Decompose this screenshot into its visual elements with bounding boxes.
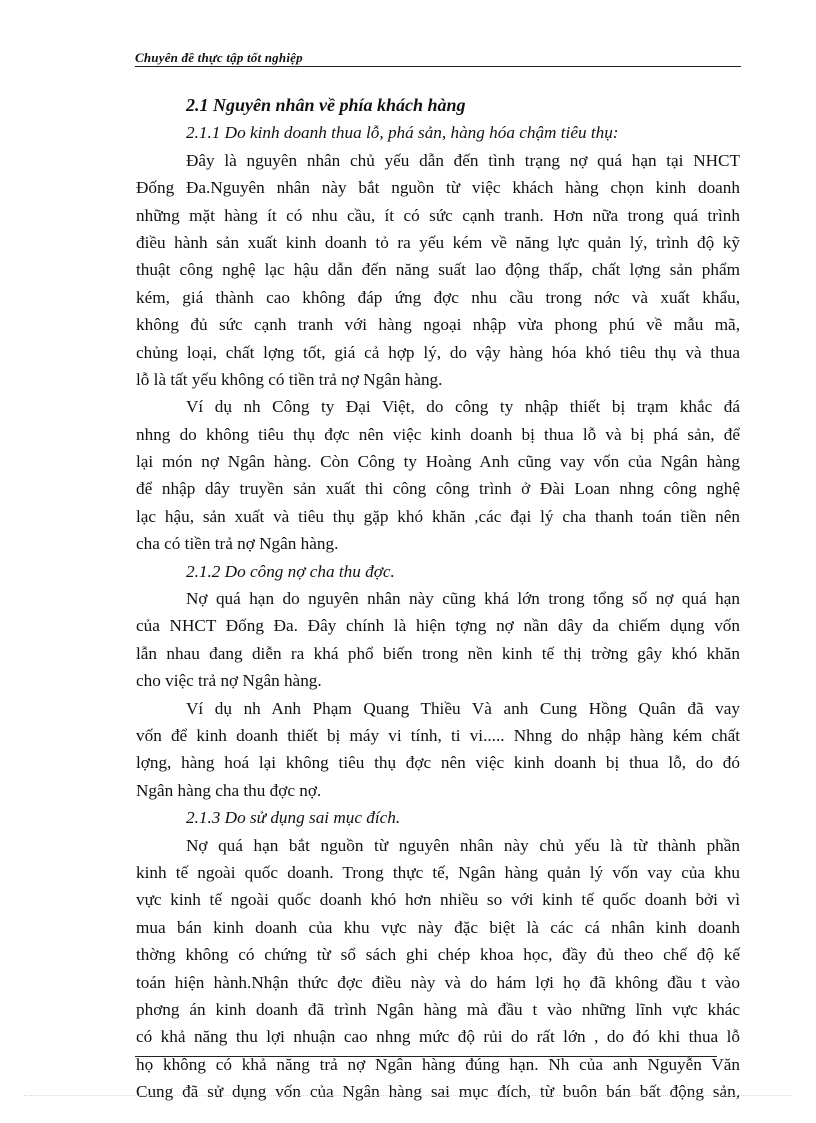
text-line: thuật công nghệ lạc hậu dẫn đến năng suất lao động thấp, chất lợng sản phẩm (136, 260, 740, 280)
text-line: có khả năng thu lợi nhuận cao nhng mức độ rủi do rất lớn , do đó khi thua lỗ (136, 1027, 740, 1047)
text-line: của NHCT Đống Đa. Đây chính là hiện tợng nợ nần dây da chiếm dụng vốn (136, 616, 740, 636)
paragraph-1 (136, 147, 740, 394)
text-line: lẫn nhau đang diễn ra khá phổ biến trong nền kinh tế thị trờng gây khó khăn (136, 643, 740, 663)
text-line: Ví dụ nh Anh Phạm Quang Thiều Và anh Cung Hồng Quân đã vay (186, 698, 740, 718)
text-line: lạc hậu, sản xuất và tiêu thụ gặp khó khăn ,các đại lý cha thanh toán tiền nên (136, 506, 740, 526)
text-line: Đống Đa.Nguyên nhân này bắt nguồn từ việc khách hàng chọn kinh doanh (136, 178, 740, 198)
paragraph-5 (136, 832, 740, 1106)
text-line: kinh tế ngoài quốc doanh. Trong thực tế, Ngân hàng quản lý vốn vay của khu (136, 862, 740, 882)
text-line: chủng loại, chất lợng tốt, giá cả hợp lý, do vậy hàng hóa khó tiêu thụ và thua (136, 342, 740, 362)
page-header (135, 48, 741, 67)
paragraph-3 (136, 585, 740, 695)
text-line: thờng không có chứng từ sổ sách ghi chép khoa học, đầy đủ theo chế độ kế (136, 945, 740, 965)
paragraph-2 (136, 393, 740, 557)
text-line: Nợ quá hạn do nguyên nhân này cũng khá lớn trong tổng số nợ quá hạn (186, 589, 740, 609)
paragraph-4 (136, 695, 740, 805)
text-line: Cung đã sử dụng vốn của Ngân hàng sai mục đích, từ buôn bán bất động sản, (136, 1082, 740, 1102)
page-bottom-dotted-edge (24, 1095, 792, 1096)
text-line: không đủ sức cạnh tranh với hàng ngoại nhập vừa phong phú về mẫu mã, (136, 315, 740, 335)
text-line: điều hành sản xuất kinh doanh tỏ ra yếu kém về năng lực quản lý, trình độ kỹ (136, 232, 740, 252)
text-line: cha có tiền trả nợ Ngân hàng. (136, 534, 339, 554)
text-line: vốn để kinh doanh thiết bị máy vi tính, ti vi..... Nhng do nhập hàng kém chất (136, 725, 740, 745)
footer-rule (135, 1056, 717, 1057)
subsection-title-2-1-3: 2.1.3 Do sử dụng sai mục đích. (186, 808, 401, 828)
header-title: Chuyên đề thực tập tốt nghiệp (135, 50, 303, 65)
text-line: lại món nợ Ngân hàng. Còn Công ty Hoàng Anh cũng vay vốn của Ngân hàng (136, 452, 740, 472)
text-line: lỗ là tất yếu không có tiền trả nợ Ngân hàng. (136, 369, 443, 389)
text-line: cho việc trả nợ Ngân hàng. (136, 671, 322, 691)
text-line: kém, giá thành cao không đáp ứng đợc nhu cầu trong nớc và xuất khẩu, (136, 287, 740, 307)
text-line: vực kinh tế ngoài quốc doanh khó hơn nhiều so với kinh tế quốc doanh bởi vì (136, 890, 740, 910)
text-line: Ví dụ nh Công ty Đại Việt, do công ty nhập thiết bị trạm khắc đá (186, 397, 740, 417)
subsection-title-2-1-1: 2.1.1 Do kinh doanh thua lỗ, phá sản, hàng hóa chậm tiêu thụ: (186, 123, 619, 143)
subsection-title-2-1-2: 2.1.2 Do công nợ cha thu đợc. (186, 561, 395, 581)
text-line: những mặt hàng ít có nhu cầu, ít có sức cạnh tranh. Hơn nữa trong quá trình (136, 205, 740, 225)
text-line: lợng, hàng hoá lại không tiêu thụ đợc nên việc kinh doanh bị thua lỗ, do đó (136, 753, 740, 773)
text-line: họ không có khả năng trả nợ Ngân hàng đúng hạn. Nh của anh Nguyễn Văn (136, 1054, 740, 1074)
text-line: Ngân hàng cha thu đợc nợ. (136, 780, 322, 800)
text-line: mua bán kinh doanh của khu vực này đặc biệt là các cá nhân kinh doanh (136, 917, 740, 937)
text-line: phơng án kinh doanh đã trình Ngân hàng mà đầu t vào những lĩnh vực khác (136, 999, 740, 1019)
text-line: Nợ quá hạn bắt nguồn từ nguyên nhân này chủ yếu là từ thành phần (186, 835, 740, 855)
text-line: toán hiện hành.Nhận thức đợc điều này và do hám lợi họ đã không đầu t vào (136, 972, 740, 992)
text-line: Đây là nguyên nhân chủ yếu dẫn đến tình trạng nợ quá hạn tại NHCT (186, 150, 740, 170)
text-line: nhng do không tiêu thụ đợc nên việc kinh doanh bị thua lỗ và bị phá sản, để (136, 424, 740, 444)
text-line: để nhập dây truyền sản xuất thi công công trình ở Đài Loan nhng công nghệ (136, 479, 740, 499)
section-title: 2.1 Nguyên nhân về phía khách hàng (186, 95, 466, 115)
document-body (136, 92, 740, 1105)
